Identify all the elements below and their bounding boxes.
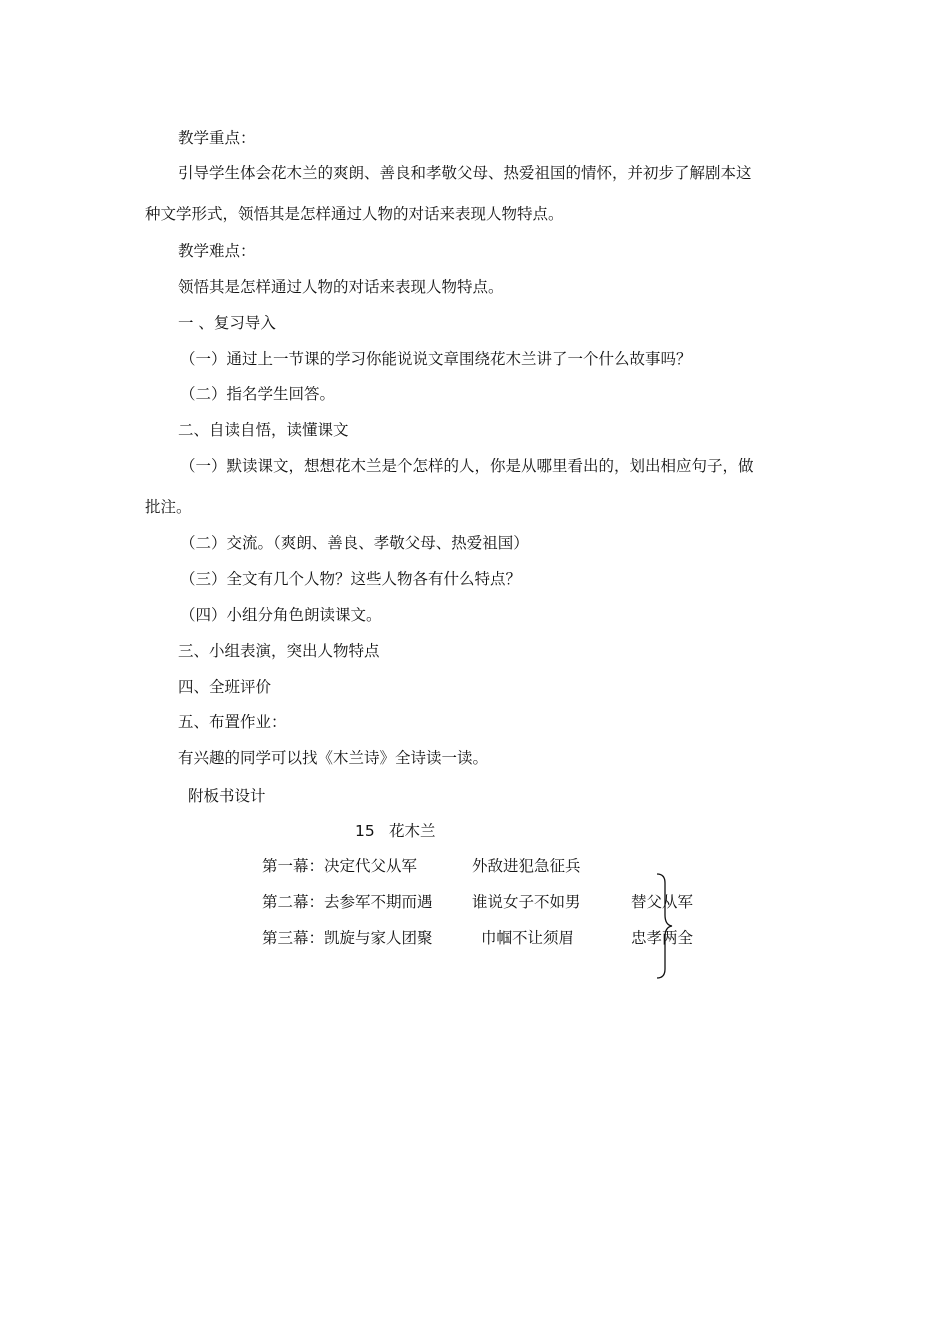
summary-2: 忠孝两全 (631, 929, 694, 947)
section-4-title: 四、全班评价 (178, 678, 272, 696)
section-2-item-4: （四）小组分角色朗读课文。 (180, 606, 382, 624)
lesson-number: 15 (355, 822, 375, 840)
act-3-phrase: 巾帼不让须眉 (481, 929, 575, 947)
section-5-text: 有兴趣的同学可以找《木兰诗》全诗读一读。 (178, 749, 489, 767)
section-1-item-2: （二）指名学生回答。 (180, 385, 336, 403)
section-1-item-1: （一）通过上一节课的学习你能说说文章围绕花木兰讲了一个什么故事吗？ (180, 350, 692, 368)
board-design-heading: 附板书设计 (188, 787, 266, 805)
difficulty-heading: 教学难点： (178, 242, 256, 260)
act-2-phrase: 谁说女子不如男 (472, 893, 581, 911)
act-1-phrase: 外敌进犯急征兵 (472, 857, 581, 875)
act-3: 第三幕：凯旋与家人团聚 (262, 929, 433, 947)
act-1: 第一幕：决定代父从军 (262, 857, 418, 875)
section-2-item-3: （三）全文有几个人物？这些人物各有什么特点？ (180, 570, 522, 588)
act-2: 第二幕：去参军不期而遇 (262, 893, 433, 911)
board-title: 花木兰 (389, 822, 436, 840)
section-2-item-1-line-2: 批注。 (145, 498, 192, 516)
section-2-item-2: （二）交流。（爽朗、善良、孝敬父母、热爱祖国） (180, 534, 529, 552)
focus-text-line-2: 种文学形式，领悟其是怎样通过人物的对话来表现人物特点。 (145, 205, 564, 223)
section-1-title: 一 、复习导入 (178, 314, 276, 332)
summary-1: 替父从军 (631, 893, 694, 911)
right-brace (655, 873, 673, 979)
section-2-item-1-line-1: （一）默读课文，想想花木兰是个怎样的人，你是从哪里看出的，划出相应句子，做 (180, 457, 754, 475)
difficulty-text: 领悟其是怎样通过人物的对话来表现人物特点。 (178, 278, 504, 296)
focus-text-line-1: 引导学生体会花木兰的爽朗、善良和孝敬父母、热爱祖国的情怀，并初步了解剧本这 (178, 164, 752, 182)
focus-heading: 教学重点： (178, 129, 256, 147)
section-2-title: 二、自读自悟，读懂课文 (178, 421, 349, 439)
section-5-title: 五、布置作业： (178, 713, 287, 731)
section-3-title: 三、小组表演，突出人物特点 (178, 642, 380, 660)
